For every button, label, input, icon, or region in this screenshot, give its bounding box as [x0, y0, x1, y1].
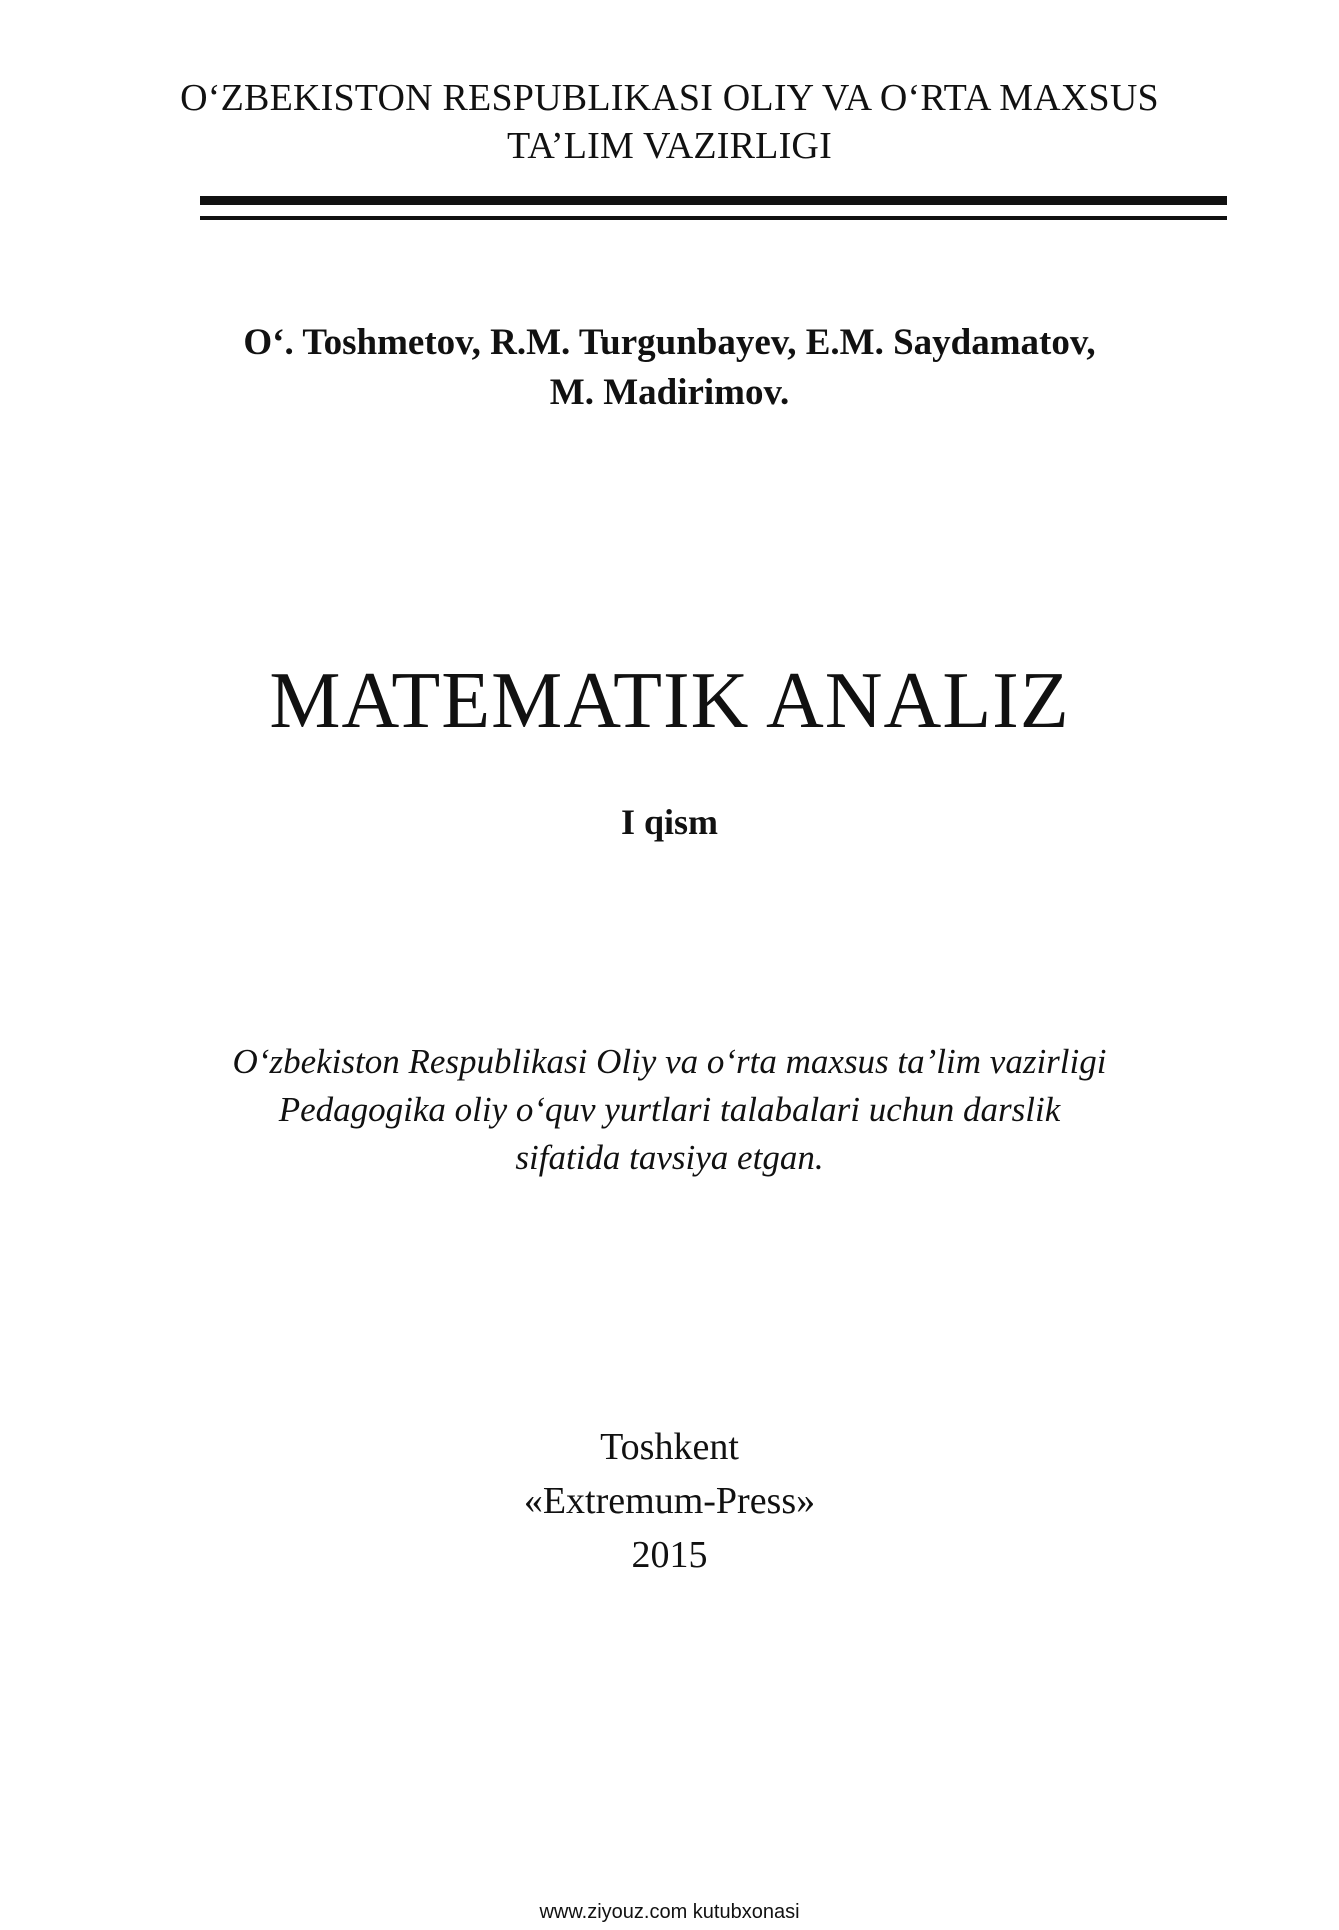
- header-rule-thick: [200, 196, 1227, 205]
- imprint-publisher: «Extremum-Press»: [523, 1480, 816, 1522]
- book-part: I qism: [620, 802, 719, 842]
- authors: [0, 318, 1339, 418]
- source-footer: www.ziyouz.com kutubxonasi: [539, 1901, 800, 1923]
- authors-line-1: O‘. Toshmetov, R.M. Turgunbayev, E.M. Saydamatov,: [243, 322, 1096, 363]
- recommendation-line-1: O‘zbekiston Respublikasi Oliy va o‘rta maxsus ta’lim vazirligi: [232, 1042, 1107, 1081]
- imprint-city: Toshkent: [600, 1426, 739, 1468]
- imprint: [0, 1420, 1339, 1582]
- recommendation-line-2: Pedagogika oliy o‘quv yurtlari talabalari uchun darslik: [278, 1090, 1061, 1129]
- ministry-header: [0, 74, 1339, 170]
- authors-line-2: M. Madirimov.: [549, 372, 790, 413]
- book-title: MATEMATIK ANALIZ: [269, 657, 1070, 745]
- recommendation-note: [0, 1038, 1339, 1182]
- imprint-year: 2015: [631, 1534, 708, 1576]
- header-rule-thin: [200, 216, 1227, 220]
- ministry-line-1: O‘ZBEKISTON RESPUBLIKASI OLIY VA O‘RTA MAXSUS: [180, 77, 1159, 119]
- recommendation-line-3: sifatida tavsiya etgan.: [515, 1138, 824, 1177]
- ministry-line-2: TA’LIM VAZIRLIGI: [507, 125, 832, 167]
